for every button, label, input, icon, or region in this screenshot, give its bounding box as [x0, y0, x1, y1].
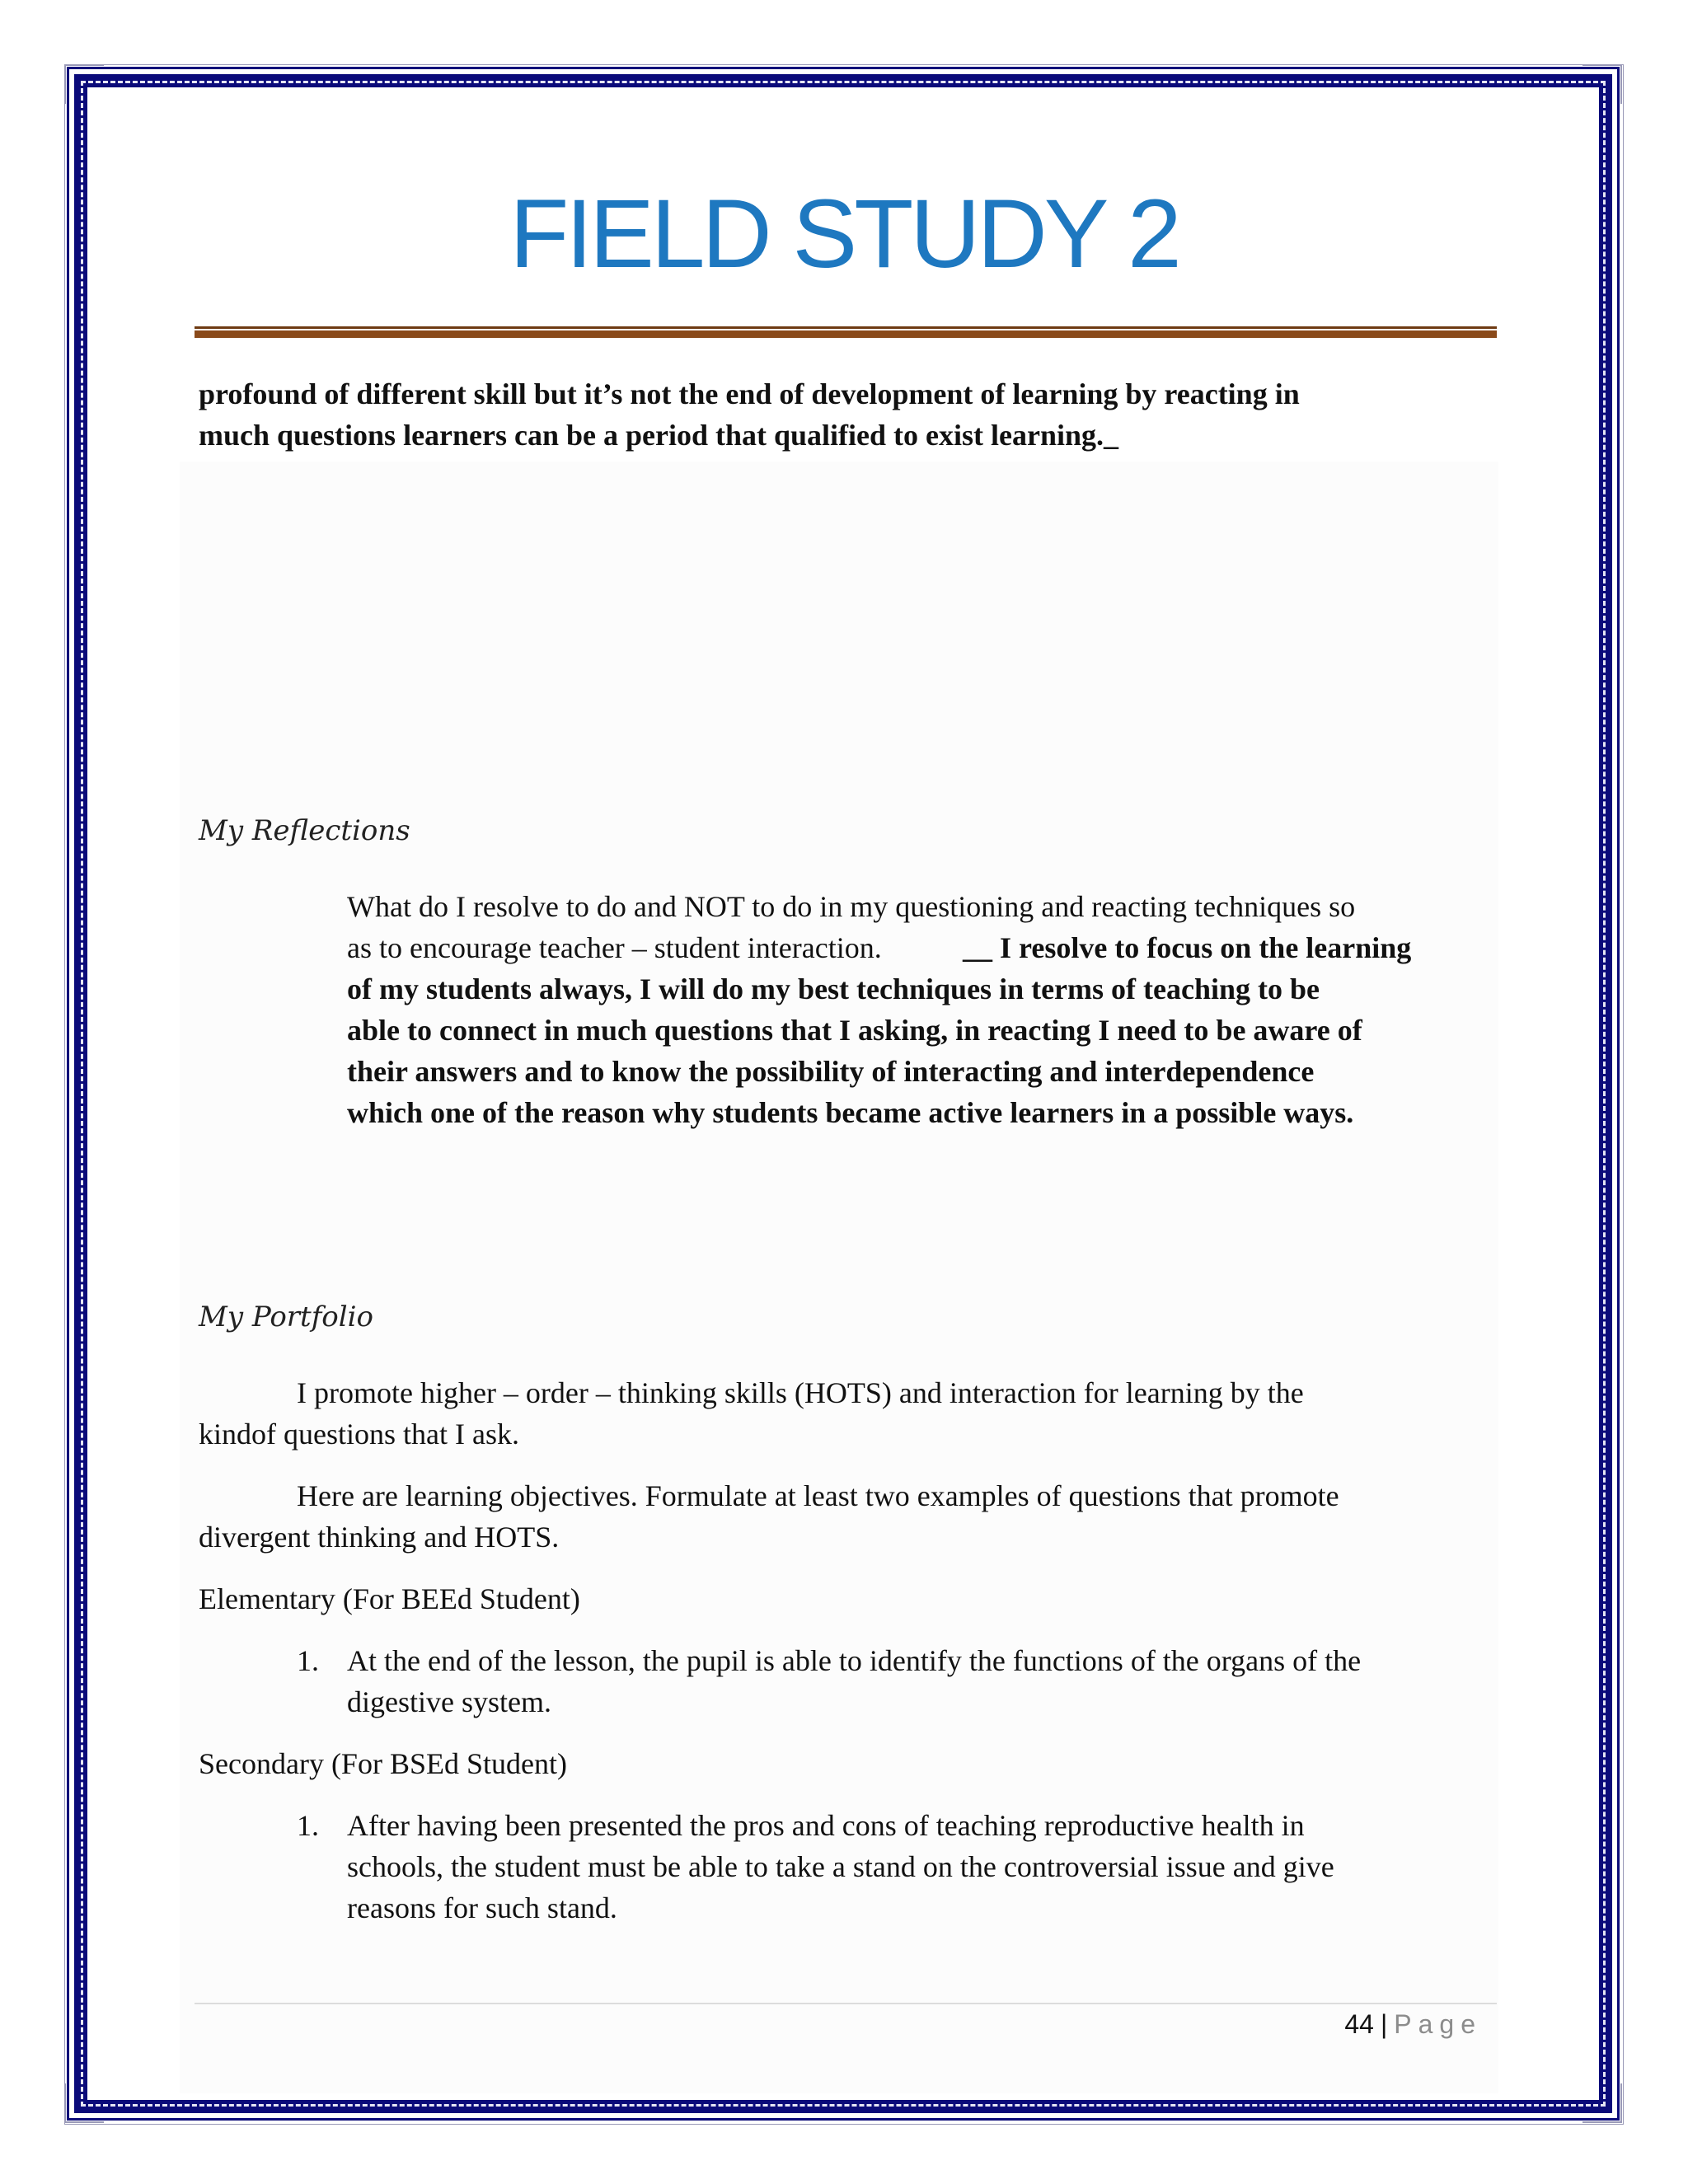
portfolio-paragraph-line: kindof questions that I ask. — [199, 1418, 519, 1451]
page-title: FIELD STUDY 2 — [509, 180, 1179, 288]
border-corner-bottom-left — [64, 2083, 104, 2123]
page-label: Page — [1394, 2009, 1482, 2039]
page-separator: | — [1380, 2009, 1388, 2039]
reflection-answer-line: __ I resolve to focus on the learning — [963, 931, 1412, 964]
portfolio-paragraph-line: I promote higher – order – thinking skills (HOTS) and interaction for learning by the — [297, 1376, 1304, 1409]
list-item-line: schools, the student must be able to take a stand on the controversial issue and give — [347, 1850, 1334, 1883]
reflections-heading: My Reflections — [199, 814, 410, 847]
reflection-answer-line: able to connect in much questions that I asking, in reacting I need to be aware of — [347, 1014, 1362, 1047]
border-corner-top-left — [64, 64, 104, 104]
reflection-line: What do I resolve to do and NOT to do in my questioning and reacting techniques so — [347, 890, 1356, 923]
reflection-line: as to encourage teacher – student interaction. — [347, 931, 882, 964]
list-number: 1. — [297, 1809, 319, 1842]
list-item-line: digestive system. — [347, 1685, 551, 1718]
portfolio-paragraph-line: Here are learning objectives. Formulate at least two examples of questions that promote — [297, 1479, 1339, 1512]
reflection-answer-line: which one of the reason why students became active learners in a possible ways. — [347, 1096, 1354, 1129]
list-item-line: After having been presented the pros and cons of teaching reproductive health in — [347, 1809, 1305, 1842]
reflection-answer-line: their answers and to know the possibility of interacting and interdependence — [347, 1055, 1315, 1088]
page-number-footer — [1344, 2009, 1482, 2040]
list-item-line: At the end of the lesson, the pupil is able to identify the functions of the organs of the — [347, 1644, 1362, 1677]
intro-line: profound of different skill but it’s not the end of development of learning by reacting in — [199, 377, 1300, 410]
secondary-label: Secondary (For BSEd Student) — [199, 1747, 567, 1780]
footer-divider — [195, 2003, 1497, 2004]
page-number: 44 — [1344, 2009, 1374, 2039]
border-corner-bottom-right — [1582, 2083, 1622, 2123]
border-corner-top-right — [1582, 64, 1622, 104]
list-number: 1. — [297, 1644, 319, 1677]
reflection-answer-line: of my students always, I will do my best techniques in terms of teaching to be — [347, 972, 1320, 1005]
portfolio-heading: My Portfolio — [199, 1301, 373, 1333]
elementary-label: Elementary (For BEEd Student) — [199, 1582, 580, 1615]
title-divider — [195, 326, 1497, 338]
list-item-line: reasons for such stand. — [347, 1891, 617, 1924]
intro-line: much questions learners can be a period that qualified to exist learning._ — [199, 419, 1119, 452]
portfolio-paragraph-line: divergent thinking and HOTS. — [199, 1521, 560, 1554]
